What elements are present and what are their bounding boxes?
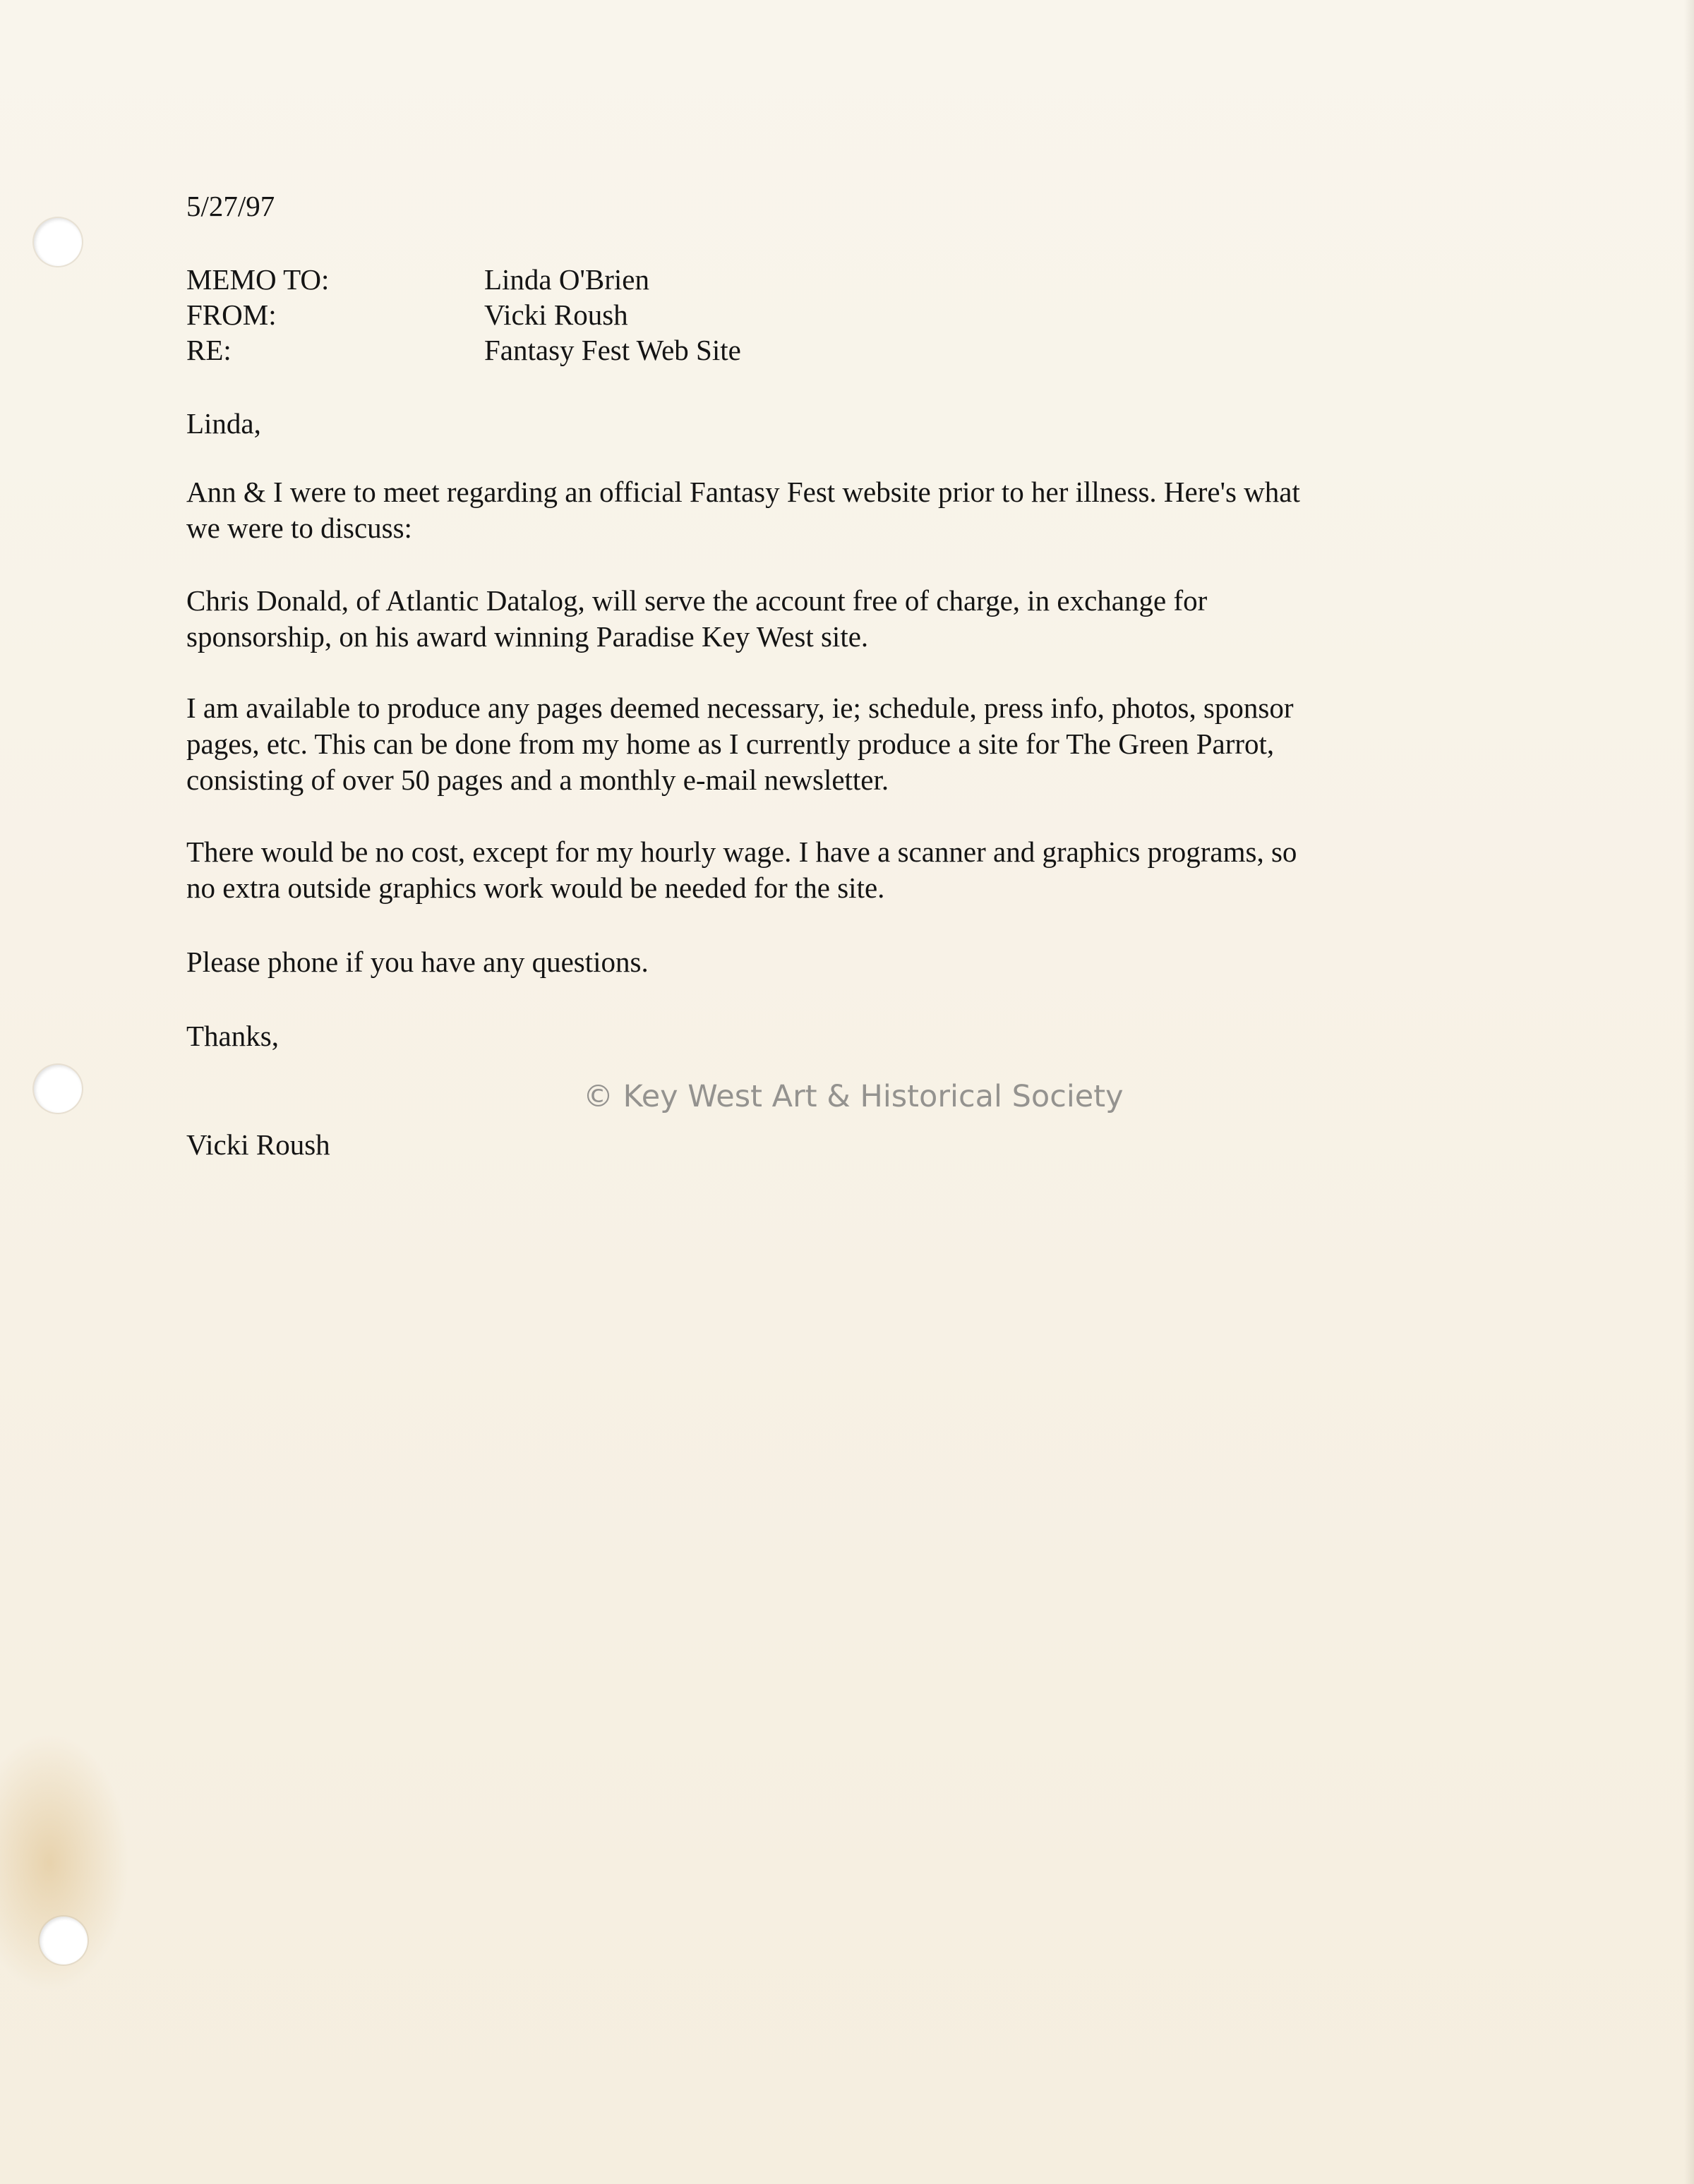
paragraph-line: sponsorship, on his award winning Paradise Key West site. [186, 620, 869, 653]
paragraph-line: we were to discuss: [186, 512, 412, 544]
punch-hole-bottom [40, 1917, 88, 1965]
body-paragraph-3 [186, 690, 1294, 798]
punch-hole-middle [34, 1065, 82, 1113]
memo-signature: Vicki Roush [186, 1128, 330, 1161]
body-paragraph-4 [186, 834, 1297, 906]
paragraph-line: I am available to produce any pages deemed necessary, ie; schedule, press info, photos, sponsor [186, 692, 1294, 724]
page-edge-shadow [1684, 0, 1694, 2184]
memo-date: 5/27/97 [186, 190, 275, 222]
memo-to-value: Linda O'Brien [484, 263, 649, 296]
paragraph-line: consisting of over 50 pages and a monthly e-mail newsletter. [186, 764, 889, 796]
paragraph-line: pages, etc. This can be done from my home as I currently produce a site for The Green Parrot, [186, 728, 1275, 760]
memo-from-value: Vicki Roush [484, 298, 628, 331]
paragraph-line: no extra outside graphics work would be needed for the site. [186, 871, 885, 904]
paragraph-line: There would be no cost, except for my hourly wage. I have a scanner and graphics programs, so [186, 835, 1297, 868]
punch-hole-top [34, 218, 82, 266]
paragraph-line: Please phone if you have any questions. [186, 946, 649, 978]
memo-to-label: MEMO TO: [186, 263, 330, 296]
paragraph-line: Chris Donald, of Atlantic Datalog, will serve the account free of charge, in exchange for [186, 584, 1208, 617]
body-paragraph-5 [186, 944, 649, 980]
memo-re-value: Fantasy Fest Web Site [484, 334, 741, 366]
body-paragraph-1 [186, 474, 1300, 546]
paragraph-line: Ann & I were to meet regarding an official Fantasy Fest website prior to her illness. Here's what [186, 476, 1300, 508]
memo-closing: Thanks, [186, 1020, 279, 1052]
memo-salutation: Linda, [186, 407, 261, 440]
memo-re-label: RE: [186, 334, 232, 366]
body-paragraph-2 [186, 583, 1207, 655]
memo-from-label: FROM: [186, 298, 277, 331]
copyright-watermark: © Key West Art & Historical Society [583, 1079, 1124, 1114]
